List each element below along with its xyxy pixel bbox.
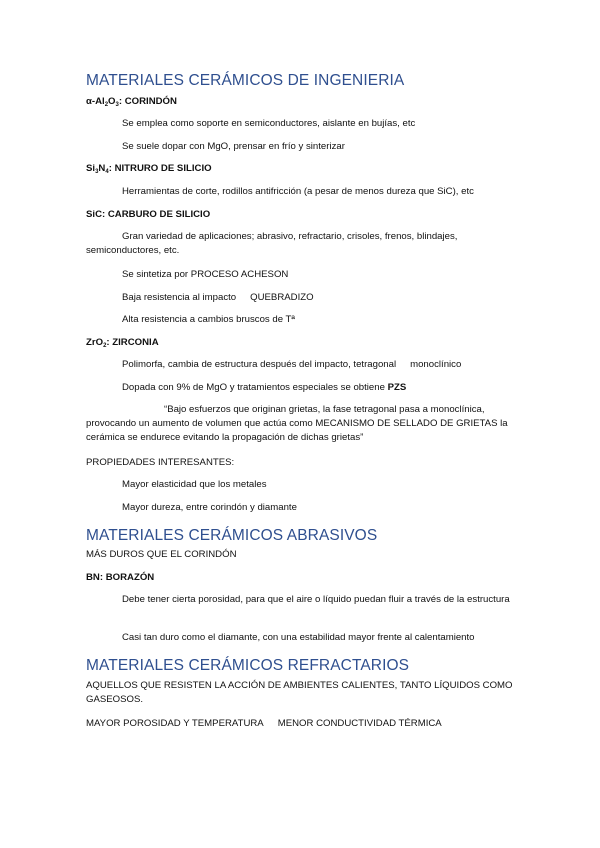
abrasivos-subtitle: MÁS DUROS QUE EL CORINDÓN (86, 549, 237, 560)
zirconia-quote: “Bajo esfuerzos que originan grietas, la fase tetragonal pasa a monoclínica, provocando un aumento de volumen que actúa como MECANISMO DE SELLADO DE GRIETAS la cerámica se endurece evitando la propagación de dichas grietas” (86, 404, 508, 443)
carburo-line-1: Gran variedad de aplicaciones; abrasivo, refractario, crisoles, frenos, blindajes, semiconductores, etc. (86, 231, 458, 256)
borazon-line-1: Debe tener cierta porosidad, para que el aire o líquido puedan fluir a través de la estructura (122, 594, 510, 605)
borazon-line-2: Casi tan duro como el diamante, con una estabilidad mayor frente al calentamiento (122, 632, 475, 643)
carburo-title: SiC: CARBURO DE SILICIO (86, 209, 211, 220)
carburo-line-3: Baja resistencia al impacto QUEBRADIZO (122, 292, 314, 303)
zirconia-title: ZrO$_2$: ZIRCONIA (86, 337, 159, 349)
carburo-line-4: Alta resistencia a cambios bruscos de Tª (122, 314, 295, 325)
heading-ceramicos-ingenieria: MATERIALES CERÁMICOS DE INGENIERIA (86, 72, 405, 89)
propiedades-item-2: Mayor dureza, entre corindón y diamante (122, 502, 297, 513)
heading-ceramicos-refractarios: MATERIALES CERÁMICOS REFRACTARIOS (86, 657, 410, 674)
zirconia-line-2: Dopada con 9% de MgO y tratamientos especiales se obtiene PZS (122, 382, 407, 393)
refractarios-line-2: MAYOR POROSIDAD Y TEMPERATURA MENOR CONDUCTIVIDAD TÉRMICA (86, 718, 442, 729)
propiedades-title: PROPIEDADES INTERESANTES: (86, 457, 235, 468)
corindon-line-2: Se suele dopar con MgO, prensar en frío y sinterizar (122, 141, 345, 152)
carburo-line-2: Se sintetiza por PROCESO ACHESON (122, 269, 289, 280)
nitruro-title: $Si_3N_4$: NITRURO DE SILICIO (86, 163, 212, 175)
refractarios-line-1: AQUELLOS QUE RESISTEN LA ACCIÓN DE AMBIENTES CALIENTES, TANTO LÍQUIDOS COMO GASEOSOS. (86, 680, 513, 705)
nitruro-line-1: Herramientas de corte, rodillos antifricción (a pesar de menos dureza que SiC), etc (122, 186, 474, 197)
propiedades-item-1: Mayor elasticidad que los metales (122, 479, 267, 490)
heading-ceramicos-abrasivos: MATERIALES CERÁMICOS ABRASIVOS (86, 527, 378, 544)
borazon-title: BN: BORAZÓN (86, 572, 155, 583)
zirconia-line-1: Polimorfa, cambia de estructura después del impacto, tetragonal monoclínico (122, 359, 462, 370)
corindon-line-1: Se emplea como soporte en semiconductores, aislante en bujías, etc (122, 118, 416, 129)
corindon-title: $\alpha-Al_2O_3$: CORINDÓN (86, 96, 177, 108)
